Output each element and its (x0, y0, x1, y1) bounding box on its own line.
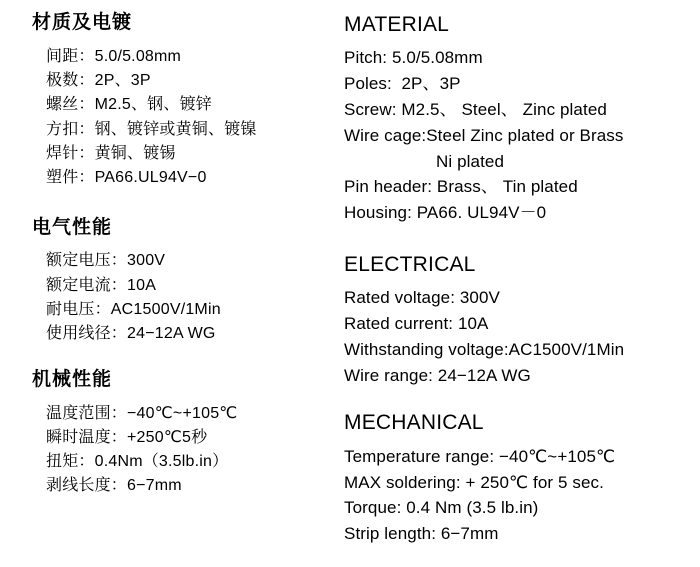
spec-row: 间距：5.0/5.08mm (46, 47, 182, 65)
spec-row: 额定电流：10A (46, 276, 157, 294)
section-rows-electrical-en (344, 285, 700, 388)
spec-row: 温度范围：−40℃~+105℃ (46, 404, 238, 422)
spec-row: Temperature range: −40℃~+105℃ (344, 446, 616, 466)
english-spec-column (336, 12, 700, 567)
spec-row: Torque: 0.4 Nm (3.5 lb.in) (344, 498, 539, 518)
section-mechanical-cn (32, 369, 336, 499)
section-material-en (344, 12, 700, 226)
spec-row: 使用线径：24−12A WG (46, 325, 216, 343)
spec-row: 极数：2P、3P (46, 72, 151, 90)
section-heading-material-en: MATERIAL (344, 13, 450, 36)
section-rows-material-cn (32, 45, 336, 191)
spec-row: 耐电压：AC1500V/1Min (46, 301, 221, 319)
spec-row: Wire range: 24−12A WG (344, 365, 531, 385)
section-heading-material-cn: 材质及电镀 (32, 12, 133, 33)
spec-row: Screw: M2.5、 Steel、 Zinc plated (344, 99, 607, 119)
section-rows-material-en (344, 45, 700, 226)
spec-row: Rated current: 10A (344, 314, 489, 333)
section-rows-mechanical-cn (32, 402, 336, 499)
spec-row: Poles: 2P、3P (344, 74, 461, 94)
spec-row: 螺丝：M2.5、钢、镀锌 (46, 96, 212, 114)
section-material-cn (32, 12, 336, 191)
spec-row: Withstanding voltage:AC1500V/1Min (344, 339, 625, 359)
spec-row: Strip length: 6−7mm (344, 524, 499, 544)
section-rows-mechanical-en (344, 444, 700, 547)
chinese-spec-column (0, 12, 336, 567)
spec-row: Pin header: Brass、 Tin plated (344, 177, 578, 197)
section-mechanical-en (344, 410, 700, 547)
spec-row: Rated voltage: 300V (344, 288, 500, 308)
section-electrical-cn (32, 217, 336, 347)
spec-row: 额定电压：300V (46, 252, 166, 270)
spec-row: 瞬时温度：+250℃5秒 (46, 428, 208, 446)
section-heading-electrical-en: ELECTRICAL (344, 252, 476, 276)
spec-row: 剥线长度：6−7mm (46, 477, 182, 495)
spec-row: MAX soldering: + 250℃ for 5 sec. (344, 472, 604, 492)
spec-row: 焊针：黄铜、镀锡 (46, 145, 176, 163)
spec-row: Wire cage:Steel Zinc plated or Brass (344, 125, 624, 145)
section-heading-mechanical-cn: 机械性能 (32, 368, 113, 390)
spec-row: Pitch: 5.0/5.08mm (344, 48, 483, 68)
section-rows-electrical-cn (32, 249, 336, 346)
section-heading-electrical-cn: 电气性能 (32, 216, 113, 238)
section-heading-mechanical-en: MECHANICAL (344, 411, 484, 435)
section-electrical-en (344, 252, 700, 389)
spec-row: 方扣：钢、镀锌或黄铜、镀镍 (46, 120, 257, 138)
spec-row: Housing: PA66. UL94V－0 (344, 203, 547, 223)
spec-columns (0, 12, 700, 567)
spec-row-continuation: Ni plated (436, 151, 504, 171)
spec-row: 塑件：PA66.UL94V−0 (46, 169, 207, 187)
spec-row: 扭矩：0.4Nm（3.5lb.in） (46, 453, 229, 471)
